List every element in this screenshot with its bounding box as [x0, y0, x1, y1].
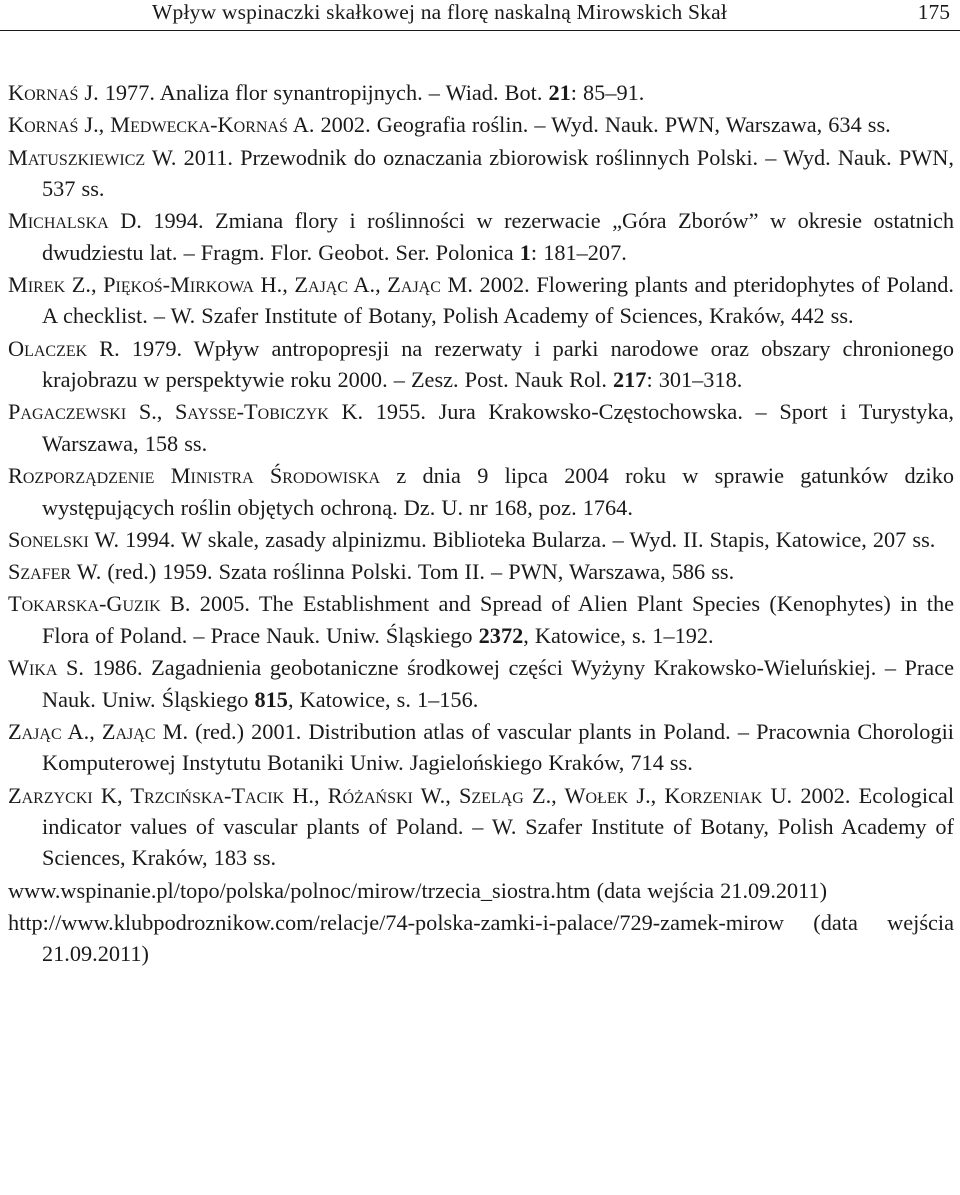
reference-entry — [8, 460, 954, 523]
reference-entry — [8, 269, 954, 332]
reference-text: www.wspinanie.pl/topo/polska/polnoc/mirow/trzecia_siostra.htm (data wejścia 21.09.2011) — [8, 877, 828, 903]
reference-text: 1977. Analiza flor synantropijnych. – Wiad. Bot. — [98, 80, 549, 105]
reference-authors: Matuszkiewicz W. — [8, 144, 177, 170]
running-header — [0, 0, 960, 40]
reference-volume: 21 — [548, 80, 571, 105]
reference-text: 2002. Flowering plants and pteridophytes of Poland. A checklist. – W. Szafer Institute of Botany, Polish Academy of Sciences, Kraków, 442 ss. — [42, 272, 954, 329]
reference-authors: Tokarska-Guzik B. — [8, 591, 191, 617]
reference-text: : 181–207. — [530, 239, 627, 265]
reference-authors: Michalska D. — [8, 208, 142, 234]
header-rule — [0, 30, 960, 31]
reference-authors: Szafer W. — [8, 559, 102, 585]
reference-text: 1986. Zagadnienia geobotaniczne środkowej części Wyżyny Krakowsko-Wieluńskiej. – Prace Nauk. Uniw. Śląskiego — [42, 655, 954, 712]
reference-authors: Zając A., Zając M. — [8, 718, 189, 744]
reference-text: http://www.klubpodroznikow.com/relacje/74-polska-zamki-i-palace/729-zamek-mirow (data wejścia 21.09.2011) — [8, 909, 954, 967]
reference-entry — [8, 142, 954, 205]
reference-text: (red.) 2001. Distribution atlas of vascular plants in Poland. – Pracownia Chorologii Komputerowej Instytutu Botaniki Uniw. Jagielońskiego Kraków, 714 ss. — [42, 718, 954, 776]
reference-text: 1955. Jura Krakowsko-Częstochowska. – Sport i Turystyka, Warszawa, 158 ss. — [42, 399, 954, 456]
reference-text: (red.) 1959. Szata roślinna Polski. Tom II. – PWN, Warszawa, 586 ss. — [101, 559, 735, 585]
reference-entry — [8, 333, 954, 396]
reference-text: 2011. Przewodnik do oznaczania zbiorowisk roślinnych Polski. – Wyd. Nauk. PWN, 537 ss. — [42, 144, 954, 201]
reference-authors: Wika S. — [8, 655, 84, 681]
reference-entry — [8, 396, 954, 459]
reference-authors: Sonelski W. — [8, 526, 120, 552]
reference-entry — [8, 556, 954, 587]
reference-entry — [8, 109, 954, 140]
reference-text: z dnia 9 lipca 2004 roku w sprawie gatunków dziko występujących roślin objętych ochroną. Dz. U. nr 168, poz. 1764. — [42, 463, 954, 520]
reference-entry — [8, 205, 954, 268]
reference-entry — [8, 907, 954, 970]
reference-entry — [8, 875, 954, 906]
reference-text: 2002. Geografia roślin. – Wyd. Nauk. PWN, Warszawa, 634 ss. — [314, 112, 891, 138]
reference-text: 2005. The Establishment and Spread of Alien Plant Species (Kenophytes) in the Flora of Poland. – Prace Nauk. Uniw. Śląskiego — [42, 591, 954, 648]
reference-text: : 85–91. — [570, 80, 645, 105]
reference-authors: Olaczek R. — [8, 335, 120, 361]
reference-volume: 217 — [612, 367, 647, 393]
running-title: Wpływ wspinaczki skałkowej na florę naskalną Mirowskich Skał — [152, 0, 728, 24]
reference-authors: Kornaś J. — [8, 80, 99, 105]
reference-volume: 2372 — [478, 622, 524, 648]
reference-text: 1994. W skale, zasady alpinizmu. Biblioteka Bularza. – Wyd. II. Stapis, Katowice, 207 ss. — [119, 526, 936, 552]
reference-authors: Pagaczewski S., Saysse-Tobiczyk K. — [8, 399, 364, 425]
reference-authors: Zarzycki K, Trzcińska-Tacik H., Różański W., Szeląg Z., Wołek J., Korzeniak U. — [8, 782, 793, 808]
reference-text: : 301–318. — [646, 367, 743, 393]
reference-text: 2002. Ecological indicator values of vascular plants of Poland. – W. Szafer Institute of Botany, Polish Academy of Sciences, Kraków, 183 ss. — [42, 782, 955, 871]
reference-authors: Kornaś J., Medwecka-Kornaś A. — [8, 112, 315, 138]
reference-text: , Katowice, s. 1–192. — [523, 622, 714, 648]
reference-text: 1994. Zmiana flory i roślinności w rezerwacie „Góra Zborów” w okresie ostatnich dwudziestu lat. – Fragm. Flor. Geobot. Ser. Polonica — [42, 208, 955, 265]
reference-entry — [8, 524, 954, 555]
page-number: 175 — [917, 0, 950, 24]
reference-list — [8, 77, 954, 971]
reference-text: , Katowice, s. 1–156. — [287, 686, 479, 712]
reference-entry — [8, 652, 954, 715]
reference-entry — [8, 588, 954, 651]
reference-authors: Mirek Z., Piękoś-Mirkowa H., Zając A., Zając M. — [8, 272, 473, 297]
reference-volume: 1 — [519, 239, 531, 265]
reference-entry — [8, 780, 954, 874]
reference-entry — [8, 716, 954, 779]
reference-text: 1979. Wpływ antropopresji na rezerwaty i parki narodowe oraz obszary chronionego krajobrazu w perspektywie roku 2000. – Zesz. Post. Nauk Rol. — [42, 335, 954, 393]
reference-authors: Rozporządzenie Ministra Środowiska — [8, 463, 381, 489]
reference-entry — [8, 77, 954, 108]
reference-volume: 815 — [254, 686, 288, 712]
